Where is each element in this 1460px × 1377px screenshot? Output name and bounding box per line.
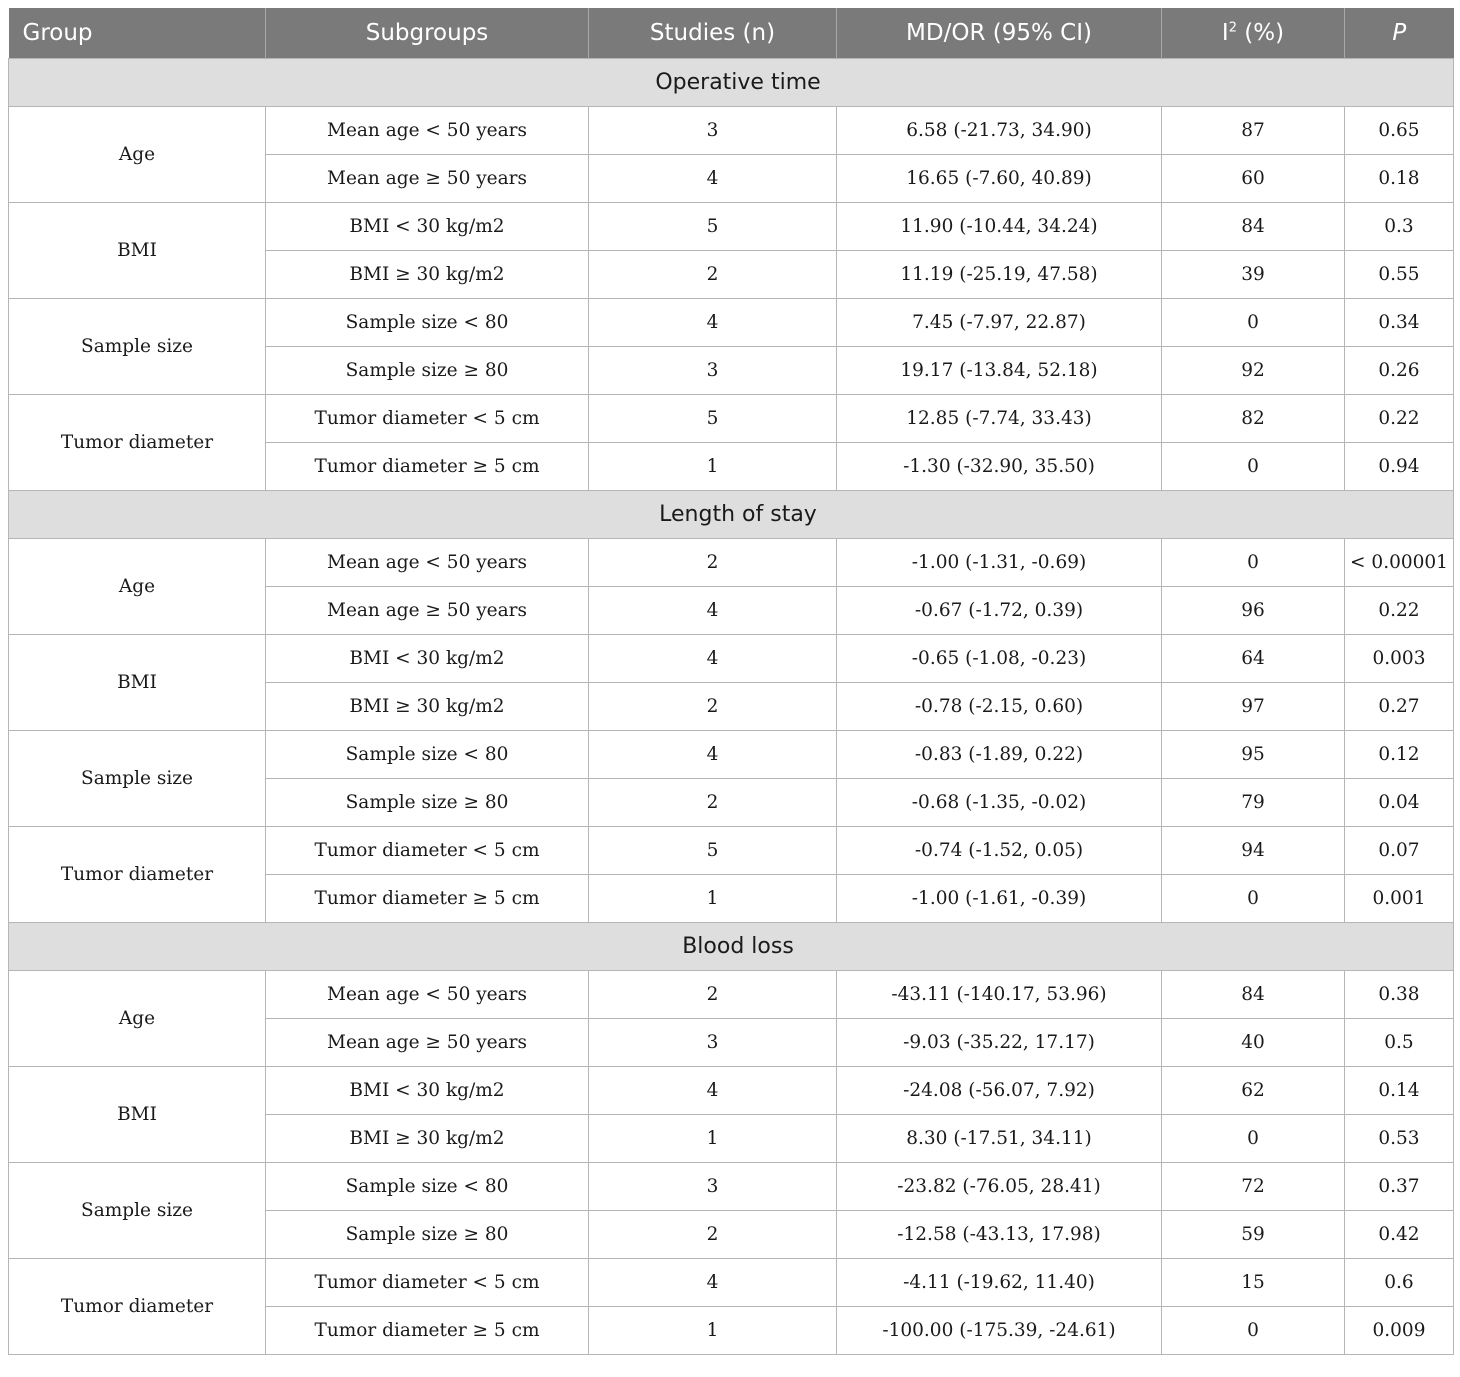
p-value-cell: 0.04: [1345, 779, 1454, 827]
i2-cell: 15: [1162, 1259, 1345, 1307]
studies-cell: 4: [589, 155, 837, 203]
group-cell: Tumor diameter: [9, 1259, 266, 1355]
effect-cell: -0.78 (-2.15, 0.60): [837, 683, 1162, 731]
studies-cell: 3: [589, 107, 837, 155]
table-row: [9, 299, 1454, 347]
p-value-cell: 0.6: [1345, 1259, 1454, 1307]
subgroup-cell: Sample size < 80: [266, 1163, 589, 1211]
table-row: [9, 107, 1454, 155]
p-value-cell: 0.009: [1345, 1307, 1454, 1355]
subgroup-analysis-table: [8, 8, 1454, 1355]
table-row: [9, 1067, 1454, 1115]
i2-cell: 95: [1162, 731, 1345, 779]
subgroup-cell: Sample size < 80: [266, 731, 589, 779]
effect-cell: -9.03 (-35.22, 17.17): [837, 1019, 1162, 1067]
effect-cell: 19.17 (-13.84, 52.18): [837, 347, 1162, 395]
i2-cell: 84: [1162, 971, 1345, 1019]
effect-cell: 6.58 (-21.73, 34.90): [837, 107, 1162, 155]
p-value-cell: 0.37: [1345, 1163, 1454, 1211]
header-effect: MD/OR (95% CI): [837, 8, 1162, 59]
i2-cell: 79: [1162, 779, 1345, 827]
section-title: Blood loss: [9, 923, 1454, 971]
p-value-cell: 0.003: [1345, 635, 1454, 683]
subgroup-cell: BMI ≥ 30 kg/m2: [266, 683, 589, 731]
i2-cell: 40: [1162, 1019, 1345, 1067]
studies-cell: 2: [589, 683, 837, 731]
effect-cell: -23.82 (-76.05, 28.41): [837, 1163, 1162, 1211]
subgroup-cell: BMI < 30 kg/m2: [266, 203, 589, 251]
p-value-cell: 0.53: [1345, 1115, 1454, 1163]
studies-cell: 4: [589, 731, 837, 779]
studies-cell: 5: [589, 827, 837, 875]
i2-cell: 82: [1162, 395, 1345, 443]
p-value-cell: 0.14: [1345, 1067, 1454, 1115]
p-value-cell: 0.42: [1345, 1211, 1454, 1259]
section-row: [9, 491, 1454, 539]
subgroup-cell: BMI ≥ 30 kg/m2: [266, 1115, 589, 1163]
p-value-cell: 0.38: [1345, 971, 1454, 1019]
subgroup-cell: Sample size ≥ 80: [266, 1211, 589, 1259]
effect-cell: -0.83 (-1.89, 0.22): [837, 731, 1162, 779]
effect-cell: 11.19 (-25.19, 47.58): [837, 251, 1162, 299]
p-value-cell: < 0.00001: [1345, 539, 1454, 587]
header-row: [9, 8, 1454, 59]
effect-cell: 7.45 (-7.97, 22.87): [837, 299, 1162, 347]
i2-cell: 84: [1162, 203, 1345, 251]
effect-cell: -0.74 (-1.52, 0.05): [837, 827, 1162, 875]
i2-cell: 0: [1162, 1115, 1345, 1163]
i2-cell: 92: [1162, 347, 1345, 395]
subgroup-cell: Tumor diameter < 5 cm: [266, 395, 589, 443]
group-cell: BMI: [9, 1067, 266, 1163]
studies-cell: 3: [589, 347, 837, 395]
studies-cell: 4: [589, 1259, 837, 1307]
subgroup-cell: Tumor diameter ≥ 5 cm: [266, 875, 589, 923]
i2-cell: 87: [1162, 107, 1345, 155]
table-row: [9, 395, 1454, 443]
i2-cell: 72: [1162, 1163, 1345, 1211]
header-i2-sup: 2: [1228, 20, 1237, 36]
table-row: [9, 203, 1454, 251]
studies-cell: 1: [589, 1115, 837, 1163]
i2-cell: 62: [1162, 1067, 1345, 1115]
p-value-cell: 0.22: [1345, 395, 1454, 443]
group-cell: Sample size: [9, 299, 266, 395]
subgroup-cell: Tumor diameter ≥ 5 cm: [266, 443, 589, 491]
group-cell: Tumor diameter: [9, 827, 266, 923]
i2-cell: 0: [1162, 443, 1345, 491]
p-value-cell: 0.22: [1345, 587, 1454, 635]
table-row: [9, 731, 1454, 779]
header-studies: Studies (n): [589, 8, 837, 59]
studies-cell: 4: [589, 587, 837, 635]
table-header: [9, 8, 1454, 59]
i2-cell: 94: [1162, 827, 1345, 875]
subgroup-cell: Sample size ≥ 80: [266, 347, 589, 395]
p-value-cell: 0.94: [1345, 443, 1454, 491]
subgroup-cell: Tumor diameter < 5 cm: [266, 1259, 589, 1307]
i2-cell: 96: [1162, 587, 1345, 635]
studies-cell: 4: [589, 299, 837, 347]
subgroup-cell: Sample size < 80: [266, 299, 589, 347]
effect-cell: -0.67 (-1.72, 0.39): [837, 587, 1162, 635]
table-row: [9, 539, 1454, 587]
studies-cell: 5: [589, 203, 837, 251]
group-cell: BMI: [9, 635, 266, 731]
p-value-cell: 0.27: [1345, 683, 1454, 731]
subgroup-cell: BMI ≥ 30 kg/m2: [266, 251, 589, 299]
i2-cell: 0: [1162, 539, 1345, 587]
header-p: P: [1345, 8, 1454, 59]
p-value-cell: 0.26: [1345, 347, 1454, 395]
i2-cell: 39: [1162, 251, 1345, 299]
effect-cell: -24.08 (-56.07, 7.92): [837, 1067, 1162, 1115]
table-row: [9, 1163, 1454, 1211]
subgroup-cell: Mean age < 50 years: [266, 539, 589, 587]
i2-cell: 0: [1162, 875, 1345, 923]
p-value-cell: 0.3: [1345, 203, 1454, 251]
subgroup-cell: Tumor diameter ≥ 5 cm: [266, 1307, 589, 1355]
table-row: [9, 635, 1454, 683]
subgroup-cell: Mean age < 50 years: [266, 107, 589, 155]
subgroup-cell: BMI < 30 kg/m2: [266, 1067, 589, 1115]
header-subgroups: Subgroups: [266, 8, 589, 59]
effect-cell: -0.68 (-1.35, -0.02): [837, 779, 1162, 827]
group-cell: Tumor diameter: [9, 395, 266, 491]
subgroup-cell: Mean age < 50 years: [266, 971, 589, 1019]
section-title: Operative time: [9, 59, 1454, 107]
table-row: [9, 1259, 1454, 1307]
studies-cell: 4: [589, 1067, 837, 1115]
studies-cell: 2: [589, 251, 837, 299]
i2-cell: 64: [1162, 635, 1345, 683]
studies-cell: 4: [589, 635, 837, 683]
p-value-cell: 0.18: [1345, 155, 1454, 203]
subgroup-cell: Tumor diameter < 5 cm: [266, 827, 589, 875]
i2-cell: 60: [1162, 155, 1345, 203]
header-i2-rest: (%): [1236, 20, 1285, 46]
subgroup-cell: Mean age ≥ 50 years: [266, 1019, 589, 1067]
studies-cell: 2: [589, 779, 837, 827]
p-value-cell: 0.55: [1345, 251, 1454, 299]
effect-cell: 11.90 (-10.44, 34.24): [837, 203, 1162, 251]
effect-cell: -100.00 (-175.39, -24.61): [837, 1307, 1162, 1355]
header-i2-base: I: [1221, 20, 1229, 46]
group-cell: BMI: [9, 203, 266, 299]
studies-cell: 2: [589, 971, 837, 1019]
p-value-cell: 0.07: [1345, 827, 1454, 875]
i2-cell: 59: [1162, 1211, 1345, 1259]
section-row: [9, 923, 1454, 971]
effect-cell: 8.30 (-17.51, 34.11): [837, 1115, 1162, 1163]
table-body: [9, 59, 1454, 1355]
p-value-cell: 0.12: [1345, 731, 1454, 779]
p-value-cell: 0.001: [1345, 875, 1454, 923]
effect-cell: -4.11 (-19.62, 11.40): [837, 1259, 1162, 1307]
i2-cell: 97: [1162, 683, 1345, 731]
header-group: Group: [9, 8, 266, 59]
header-i2: [1162, 8, 1345, 59]
group-cell: Sample size: [9, 731, 266, 827]
p-value-cell: 0.5: [1345, 1019, 1454, 1067]
studies-cell: 5: [589, 395, 837, 443]
subgroup-cell: Sample size ≥ 80: [266, 779, 589, 827]
section-row: [9, 59, 1454, 107]
effect-cell: -43.11 (-140.17, 53.96): [837, 971, 1162, 1019]
effect-cell: -1.30 (-32.90, 35.50): [837, 443, 1162, 491]
table-row: [9, 971, 1454, 1019]
effect-cell: 12.85 (-7.74, 33.43): [837, 395, 1162, 443]
studies-cell: 1: [589, 875, 837, 923]
group-cell: Age: [9, 971, 266, 1067]
i2-cell: 0: [1162, 299, 1345, 347]
group-cell: Age: [9, 539, 266, 635]
effect-cell: -1.00 (-1.31, -0.69): [837, 539, 1162, 587]
p-value-cell: 0.65: [1345, 107, 1454, 155]
studies-cell: 1: [589, 1307, 837, 1355]
studies-cell: 1: [589, 443, 837, 491]
effect-cell: -12.58 (-43.13, 17.98): [837, 1211, 1162, 1259]
subgroup-cell: BMI < 30 kg/m2: [266, 635, 589, 683]
studies-cell: 2: [589, 1211, 837, 1259]
i2-cell: 0: [1162, 1307, 1345, 1355]
effect-cell: -1.00 (-1.61, -0.39): [837, 875, 1162, 923]
group-cell: Age: [9, 107, 266, 203]
table-row: [9, 827, 1454, 875]
subgroup-cell: Mean age ≥ 50 years: [266, 155, 589, 203]
p-value-cell: 0.34: [1345, 299, 1454, 347]
section-title: Length of stay: [9, 491, 1454, 539]
subgroup-cell: Mean age ≥ 50 years: [266, 587, 589, 635]
studies-cell: 3: [589, 1019, 837, 1067]
studies-cell: 2: [589, 539, 837, 587]
effect-cell: -0.65 (-1.08, -0.23): [837, 635, 1162, 683]
studies-cell: 3: [589, 1163, 837, 1211]
group-cell: Sample size: [9, 1163, 266, 1259]
effect-cell: 16.65 (-7.60, 40.89): [837, 155, 1162, 203]
